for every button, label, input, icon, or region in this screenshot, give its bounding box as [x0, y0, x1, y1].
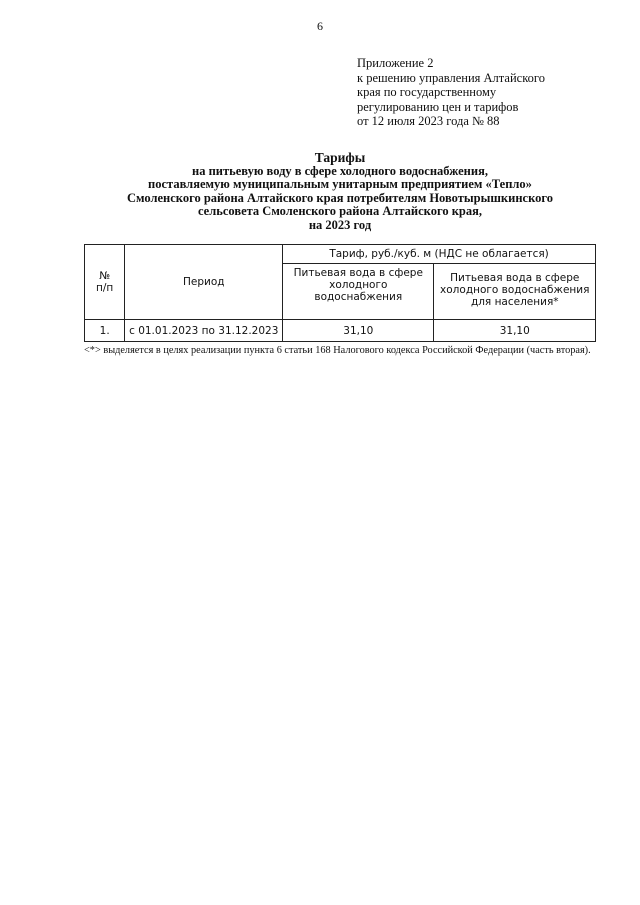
header-col-b: Питьевая вода в сфере холодного водоснабжения для населения* — [434, 264, 596, 320]
title-line: на питьевую воду в сфере холодного водоснабжения, — [192, 163, 488, 178]
appendix-line: края по государственному — [357, 85, 497, 99]
page-number: 6 — [317, 19, 323, 33]
row-period: с 01.01.2023 по 31.12.2023 — [125, 320, 283, 342]
footnote: <*> выделяется в целях реализации пункта 6 статьи 168 Налогового кодекса Российской Федерации (часть вторая). — [84, 345, 591, 356]
appendix-line: от 12 июля 2023 года № 88 — [357, 114, 500, 128]
tariffs-table — [84, 244, 596, 342]
document-title — [60, 151, 620, 233]
table-header-row — [85, 245, 596, 264]
row-value-b: 31,10 — [434, 320, 596, 342]
title-line: сельсовета Смоленского района Алтайского края, — [197, 204, 482, 219]
appendix-block — [357, 56, 627, 129]
row-num: 1. — [85, 320, 125, 342]
appendix-line: регулированию цен и тарифов — [357, 99, 519, 114]
row-value-a: 31,10 — [283, 320, 434, 342]
header-num: № п/п — [85, 245, 125, 320]
title-line: на 2023 год — [308, 217, 372, 232]
header-tariff-group: Тариф, руб./куб. м (НДС не облагается) — [283, 245, 596, 264]
header-period: Период — [125, 245, 283, 320]
title-line: поставляемую муниципальным унитарным предприятием «Тепло» — [148, 177, 532, 192]
appendix-line: к решению управления Алтайского — [357, 70, 545, 85]
title-main: Тарифы — [314, 150, 366, 165]
appendix-line: Приложение 2 — [357, 56, 434, 70]
table-row — [85, 320, 596, 342]
header-col-a: Питьевая вода в сфере холодного водоснабжения — [283, 264, 434, 320]
title-line: Смоленского района Алтайского края потребителям Новотырышкинского — [127, 190, 553, 205]
